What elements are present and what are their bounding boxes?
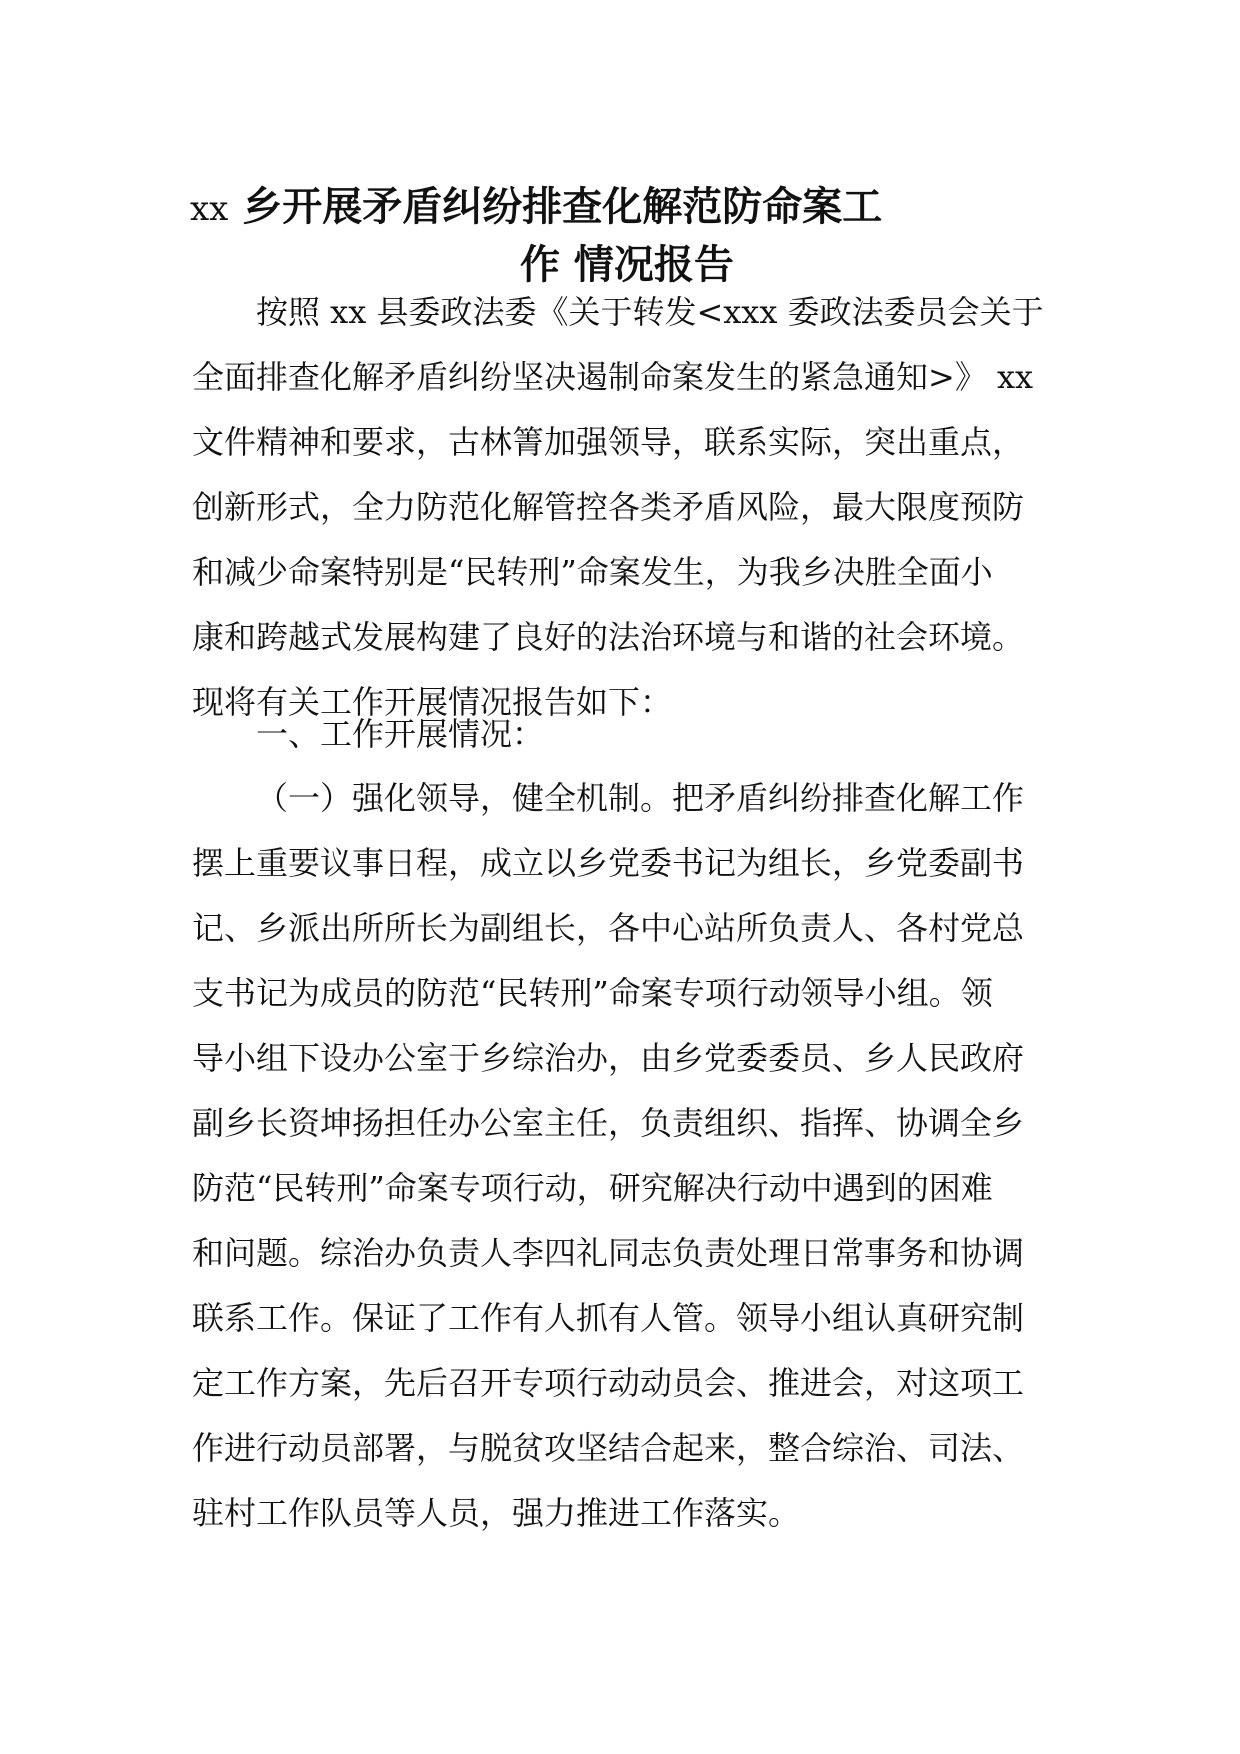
paragraph-line: 摆上重要议事日程，成立以乡党委书记为组长，乡党委副书 xyxy=(192,844,1025,882)
paragraph-line: 记、乡派出所所长为副组长，各中心站所负责人、各村党总 xyxy=(192,909,1025,947)
paragraph-line: 全面排查化解矛盾纠纷坚决遏制命案发生的紧急通知>》 xx xyxy=(192,358,1034,396)
paragraph-line: 现将有关工作开展情况报告如下： xyxy=(192,683,673,721)
document-title-line-1 xyxy=(190,180,1050,236)
paragraph-line: 创新形式，全力防范化解管控各类矛盾风险，最大限度预防 xyxy=(192,488,1025,526)
paragraph-line: （一）强化领导，健全机制。把矛盾纠纷排查化解工作 xyxy=(256,779,1025,817)
paragraph-line: 文件精神和要求，古林箐加强领导，联系实际，突出重点， xyxy=(192,423,1025,461)
paragraph-line: 驻村工作队员等人员，强力推进工作落实。 xyxy=(192,1494,801,1532)
paragraph-line: 康和跨越式发展构建了良好的法治环境与和谐的社会环境。 xyxy=(192,618,1025,656)
section-paragraph xyxy=(192,766,1052,1546)
title-prefix: xx xyxy=(190,189,229,229)
paragraph-line: 定工作方案，先后召开专项行动动员会、推进会，对这项工 xyxy=(192,1364,1025,1402)
section-heading-text: 一、工作开展情况： xyxy=(256,715,545,753)
paragraph-line: 作进行动员部署，与脱贫攻坚结合起来，整合综治、司法、 xyxy=(192,1429,1025,1467)
paragraph-line: 副乡长资坤扬担任办公室主任，负责组织、指挥、协调全乡 xyxy=(192,1104,1025,1142)
section-heading xyxy=(192,702,1052,767)
paragraph-line: 防范“民转刑”命案专项行动，研究解决行动中遇到的困难 xyxy=(192,1169,993,1207)
paragraph-line: 导小组下设办公室于乡综治办，由乡党委委员、乡人民政府 xyxy=(192,1039,1025,1077)
paragraph-line: 联系工作。保证了工作有人抓有人管。领导小组认真研究制 xyxy=(192,1299,1025,1337)
title-text: 乡开展矛盾纠纷排查化解范防命案工 xyxy=(242,184,883,230)
paragraph-line: 和问题。综治办负责人李四礼同志负责处理日常事务和协调 xyxy=(192,1234,1025,1272)
paragraph-line: 按照 xx 县委政法委《关于转发<xxx 委政法委员会关于 xyxy=(256,293,1044,331)
paragraph-line: 支书记为成员的防范“民转刑”命案专项行动领导小组。领 xyxy=(192,974,993,1012)
document-title-line-2: 作 情况报告 xyxy=(520,242,734,288)
paragraph-line: 和减少命案特别是“民转刑”命案发生，为我乡决胜全面小 xyxy=(192,553,993,591)
intro-paragraph xyxy=(192,280,1052,735)
